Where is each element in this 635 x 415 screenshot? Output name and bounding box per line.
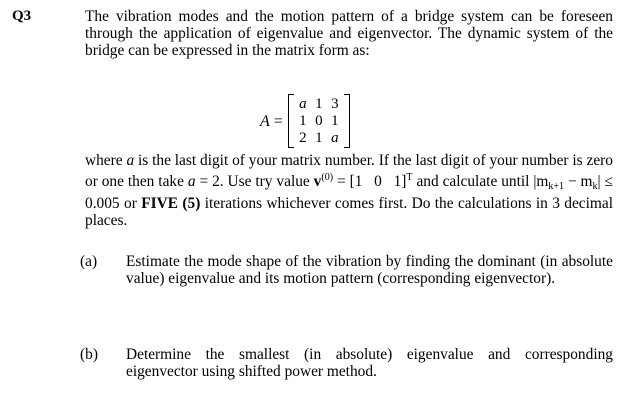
matrix-cell: 1 — [315, 95, 323, 112]
subscript: k+1 — [548, 181, 565, 192]
body-text: is the last digit of your matrix number. If the last digit of your number is zero or one then take — [85, 152, 613, 190]
matrix-grid — [294, 96, 344, 147]
superscript: T — [406, 172, 413, 183]
part-label: (b) — [80, 346, 98, 363]
matrix-cell: 1 — [315, 129, 323, 146]
abs-open: |m — [533, 173, 549, 190]
iteration-count: FIVE (5) — [141, 195, 201, 212]
matrix-label: A — [260, 112, 270, 130]
question-number: Q3 — [12, 8, 32, 24]
question-body — [85, 152, 613, 229]
equals-sign: = — [273, 112, 283, 130]
subscript: k — [592, 181, 598, 192]
superscript: (0) — [321, 172, 334, 183]
part-text: Estimate the mode shape of the vibration by finding the dominant (in absolute value) eigenvalue and its motion pattern (corresponding eigenvector). — [126, 253, 613, 287]
part-a — [80, 253, 613, 287]
abs-mid: − m — [564, 173, 593, 190]
variable-a: a — [187, 173, 196, 190]
right-bracket — [344, 94, 350, 148]
matrix-cell: 0 — [315, 112, 323, 129]
question-intro: The vibration modes and the motion pattern of a bridge system can be foreseen through the application of eigenvalue and eigenvector. The dynamic system of the bridge can be expressed in the matrix form as: — [85, 8, 613, 59]
matrix-cell: 2 — [299, 129, 307, 146]
matrix-cell: 1 — [331, 112, 339, 129]
matrix-cell: a — [299, 95, 307, 112]
body-text: where — [85, 152, 127, 169]
matrix-equation — [260, 90, 350, 152]
matrix-cell: a — [331, 129, 339, 146]
abs-close: | ≤ 0.005 — [85, 173, 613, 212]
body-text: = 2. Use try value — [195, 173, 314, 190]
part-b — [80, 346, 613, 380]
body-text: iterations whichever comes first. Do the calculations in 3 decimal places. — [85, 195, 613, 229]
body-text: or — [119, 195, 142, 212]
matrix-cell: 3 — [331, 95, 339, 112]
vector-v: v — [313, 173, 322, 190]
matrix-cell: 1 — [299, 112, 307, 129]
part-text: Determine the smallest (in absolute) eigenvalue and corresponding eigenvector using shifted power method. — [126, 346, 613, 380]
variable-a: a — [126, 152, 135, 169]
part-label: (a) — [80, 253, 98, 270]
initial-vector: = [1 0 1] — [333, 173, 407, 190]
body-text: and calculate until — [412, 173, 534, 190]
